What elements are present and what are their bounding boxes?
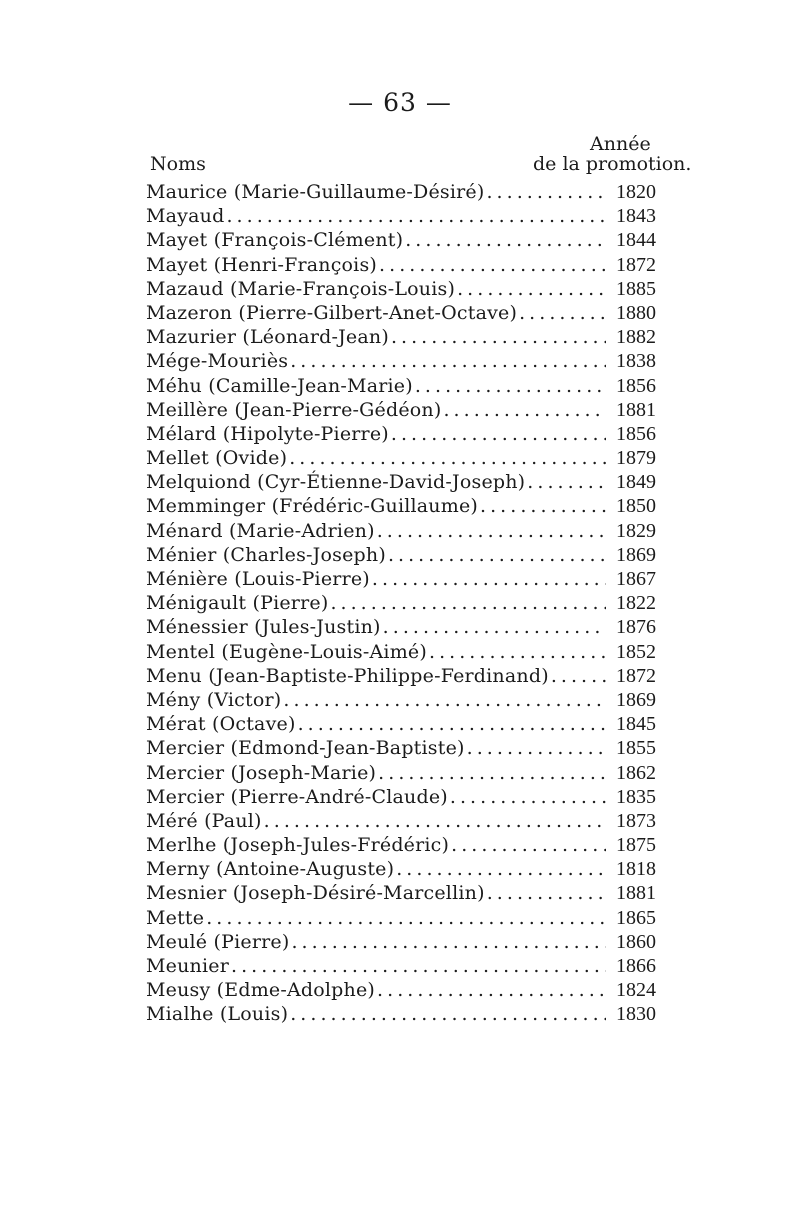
entry-year: 1867	[616, 568, 656, 590]
entry-name: Méré (Paul)	[146, 809, 262, 832]
entry-name: Meusy (Edme-Adolphe)	[146, 979, 376, 1002]
list-item	[146, 301, 656, 325]
dot-leader	[391, 422, 606, 446]
list-item	[146, 954, 656, 978]
list-item	[146, 349, 656, 373]
dot-leader	[377, 519, 606, 543]
entry-year: 1872	[616, 253, 656, 276]
list-item	[146, 664, 656, 688]
dot-leader	[396, 857, 606, 881]
dot-leader	[405, 228, 606, 252]
entry-name: Mége-Mouriès	[146, 350, 289, 373]
entry-name: Mayaud	[146, 205, 225, 228]
entry-year: 1856	[616, 374, 656, 397]
page-number: — 63 —	[348, 88, 452, 117]
entry-name: Ménessier (Jules-Justin)	[146, 616, 381, 639]
dot-leader	[480, 494, 606, 518]
list-item	[146, 422, 656, 446]
dot-leader	[298, 712, 606, 736]
list-item	[146, 785, 656, 809]
entry-year: 1820	[616, 181, 656, 203]
list-item	[146, 228, 656, 252]
dot-leader	[377, 978, 606, 1002]
entry-name: Menu (Jean-Baptiste-Philippe-Ferdinand)	[146, 664, 549, 687]
entry-name: Meulé (Pierre)	[146, 930, 290, 953]
entry-year: 1880	[616, 301, 656, 324]
entry-name: Mercier (Pierre-André-Claude)	[146, 785, 448, 808]
dot-leader	[290, 1002, 606, 1026]
entry-year: 1875	[616, 834, 656, 857]
dot-leader	[415, 374, 606, 398]
entry-name: Meunier	[146, 955, 229, 977]
list-item	[146, 978, 656, 1002]
dot-leader	[527, 470, 606, 494]
entry-name: Mialhe (Louis)	[146, 1003, 289, 1026]
entry-name: Mayet (François-Clément)	[146, 229, 404, 252]
dot-leader	[486, 180, 606, 204]
list-item	[146, 857, 656, 881]
dot-leader	[487, 881, 606, 905]
entry-name: Mette	[146, 906, 205, 929]
entry-year: 1845	[616, 713, 656, 736]
entry-year: 1865	[616, 906, 656, 929]
dot-leader	[457, 277, 606, 301]
entry-year: 1835	[616, 785, 656, 808]
dot-leader	[379, 253, 606, 277]
entry-name: Mayet (Henri-François)	[146, 253, 378, 276]
list-item	[146, 833, 656, 857]
list-item	[146, 881, 656, 905]
entry-name: Mazaud (Marie-François-Louis)	[146, 277, 456, 300]
entry-year: 1873	[616, 809, 656, 832]
list-item	[146, 374, 656, 398]
list-item	[146, 736, 656, 760]
entry-name: Ménard (Marie-Adrien)	[146, 519, 375, 542]
dot-leader	[443, 398, 606, 422]
entry-year: 1869	[616, 543, 656, 566]
entry-year: 1872	[616, 664, 656, 687]
dot-leader	[206, 906, 606, 930]
entry-year: 1822	[616, 592, 656, 615]
entry-name: Mény (Victor)	[146, 688, 282, 711]
list-item	[146, 543, 656, 567]
list-item	[146, 567, 656, 591]
list-item	[146, 688, 656, 712]
entry-name: Memminger (Frédéric-Guillaume)	[146, 495, 479, 518]
list-item	[146, 180, 656, 204]
dot-leader	[450, 785, 606, 809]
entry-name: Mélard (Hipolyte-Pierre)	[146, 422, 389, 445]
entry-year: 1881	[616, 398, 656, 421]
entry-name: Mazurier (Léonard-Jean)	[146, 326, 389, 349]
dot-leader	[291, 930, 606, 954]
list-item	[146, 398, 656, 422]
entry-name: Mentel (Eugène-Louis-Aimé)	[146, 640, 427, 663]
list-item	[146, 591, 656, 615]
list-item	[146, 761, 656, 785]
dot-leader	[283, 688, 606, 712]
entry-name: Merlhe (Joseph-Jules-Frédéric)	[146, 834, 450, 857]
dot-leader	[372, 567, 606, 591]
list-item	[146, 446, 656, 470]
list-item	[146, 277, 656, 301]
entry-year: 1850	[616, 495, 656, 518]
column-header-promotion: de la promotion.	[533, 153, 692, 175]
list-item	[146, 712, 656, 736]
entry-name: Meillère (Jean-Pierre-Gédéon)	[146, 398, 442, 421]
entry-year: 1852	[616, 640, 656, 663]
entry-year: 1818	[616, 858, 656, 881]
entry-name: Mesnier (Joseph-Désiré-Marcellin)	[146, 882, 485, 905]
dot-leader	[551, 664, 606, 688]
dot-leader	[330, 591, 606, 615]
entry-year: 1879	[616, 447, 656, 470]
entry-year: 1869	[616, 688, 656, 711]
entry-year: 1843	[616, 205, 656, 228]
list-item	[146, 1002, 656, 1026]
list-item	[146, 930, 656, 954]
list-item	[146, 204, 656, 228]
list-item	[146, 809, 656, 833]
entry-year: 1844	[616, 229, 656, 252]
entry-year: 1881	[616, 882, 656, 905]
dot-leader	[429, 640, 606, 664]
dot-leader	[264, 809, 606, 833]
entry-name: Maurice (Marie-Guillaume-Désiré)	[146, 181, 485, 203]
entry-year: 1829	[616, 519, 656, 542]
entry-name: Ménier (Charles-Joseph)	[146, 543, 386, 566]
dot-leader	[226, 204, 606, 228]
list-item	[146, 640, 656, 664]
dot-leader	[391, 325, 606, 349]
entry-year: 1849	[616, 471, 656, 494]
list-item	[146, 325, 656, 349]
entry-name: Mercier (Joseph-Marie)	[146, 761, 377, 784]
name-list	[146, 180, 656, 1027]
dot-leader	[289, 446, 606, 470]
column-header-names: Noms	[150, 153, 206, 175]
entry-year: 1866	[616, 955, 656, 977]
entry-name: Méhu (Camille-Jean-Marie)	[146, 374, 413, 397]
entry-name: Mellet (Ovide)	[146, 447, 288, 470]
entry-name: Melquiond (Cyr-Étienne-David-Joseph)	[146, 471, 526, 494]
entry-name: Mercier (Edmond-Jean-Baptiste)	[146, 737, 465, 760]
entry-year: 1862	[616, 761, 656, 784]
dot-leader	[451, 833, 606, 857]
dot-leader	[388, 543, 606, 567]
entry-year: 1830	[616, 1003, 656, 1026]
entry-year: 1860	[616, 930, 656, 953]
entry-name: Mérat (Octave)	[146, 713, 296, 736]
dot-leader	[383, 615, 606, 639]
dot-leader	[519, 301, 606, 325]
list-item	[146, 615, 656, 639]
list-item	[146, 906, 656, 930]
entry-name: Ménière (Louis-Pierre)	[146, 568, 370, 590]
list-item	[146, 253, 656, 277]
dot-leader	[467, 736, 606, 760]
dot-leader	[231, 954, 606, 978]
column-header-year: Année	[590, 133, 651, 155]
entry-year: 1885	[616, 277, 656, 300]
list-item	[146, 494, 656, 518]
list-item	[146, 519, 656, 543]
entry-year: 1876	[616, 616, 656, 639]
dot-leader	[290, 349, 606, 373]
entry-name: Mazeron (Pierre-Gilbert-Anet-Octave)	[146, 301, 518, 324]
entry-year: 1824	[616, 979, 656, 1002]
entry-year: 1856	[616, 422, 656, 445]
dot-leader	[378, 761, 606, 785]
entry-year: 1855	[616, 737, 656, 760]
entry-year: 1882	[616, 326, 656, 349]
entry-year: 1838	[616, 350, 656, 373]
list-item	[146, 470, 656, 494]
entry-name: Ménigault (Pierre)	[146, 592, 329, 615]
entry-name: Merny (Antoine-Auguste)	[146, 858, 395, 881]
